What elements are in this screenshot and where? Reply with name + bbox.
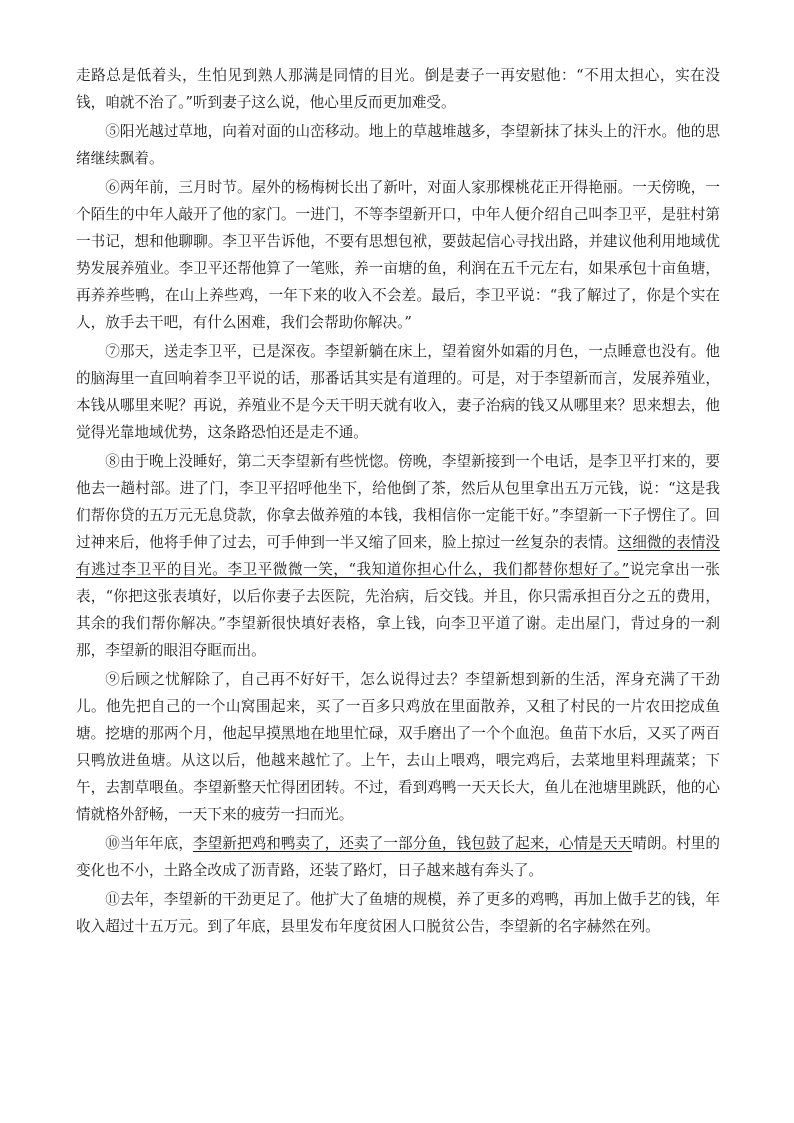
paragraph-5 xyxy=(76,118,720,172)
document-page xyxy=(76,62,720,942)
text-segment: ⑧由于晚上没睡好，第二天李望新有些恍惚。傍晚，李望新接到一个电话，是李卫平打来的，要他去一趟村部。进了门，李卫平招呼他坐下，给他倒了茶，然后从包里拿出五万元钱，说：“这是我们帮你贷的五万元无息贷款，你拿去做养殖的本钱，我相信你一定能干好。”李望新一下子愣住了。回过神来后，他将手伸了过去，可手伸到一半又缩了回来，脸上掠过一丝复杂的表情。 xyxy=(76,453,720,551)
text-segment: 说完拿出一张表，“你把这张表填好，以后你妻子去医院，先治病，后交钱。并且，你只需承担百分之五的费用，其余的我们帮你解决。”李望新很快填好表格，拿上钱，向李卫平道了谢。走出屋门，背过身的一刹那，李望新的眼泪夺眶而出。 xyxy=(76,561,720,659)
text-segment: ⑦那天，送走李卫平，已是深夜。李望新躺在床上，望着窗外如霜的月色，一点睡意也没有。他的脑海里一直回响着李卫平说的话，那番话其实是有道理的。可是，对于李望新而言，发展养殖业，本钱从哪里来呢？再说，养殖业不是今天干明天就有收入，妻子治病的钱又从哪里来？思来想去，他觉得光靠地域优势，这条路恐怕还是走不通。 xyxy=(76,343,720,441)
text-segment: 晴朗。村里的变化也不小，土路全改成了沥青路，还装了路灯，日子越来越有奔头了。 xyxy=(76,835,720,879)
paragraph-8 xyxy=(76,448,720,664)
paragraph-9 xyxy=(76,666,720,828)
paragraph-7 xyxy=(76,338,720,446)
paragraph-6 xyxy=(76,174,720,336)
text-segment: ⑥两年前，三月时节。屋外的杨梅树长出了新叶，对面人家那棵桃花正开得艳丽。一天傍晚，一个陌生的中年人敲开了他的家门。一进门，不等李望新开口，中年人便介绍自己叫李卫平，是驻村第一书记，想和他聊聊。李卫平告诉他，不要有思想包袱，要鼓起信心寻找出路，并建议他利用地域优势发展养殖业。李卫平还帮他算了一笔账，养一亩塘的鱼，利润在五千元左右，如果承包十亩鱼塘，再养养些鸭，在山上养些鸡，一年下来的收入不会差。最后，李卫平说：“我了解过了，你是个实在人，放手去干吧，有什么困难，我们会帮助你解决。” xyxy=(76,179,720,331)
underlined-text-segment: 这细微的表情没有逃过李卫平的目光。李卫平微微一笑，“我知道你担心什么，我们都替你想好了。” xyxy=(76,534,720,578)
text-segment: ⑪去年，李望新的干劲更足了。他扩大了鱼塘的规模，养了更多的鸡鸭，再加上做手艺的钱，年收入超过十五万元。到了年底，县里发布年度贫困人口脱贫公告，李望新的名字赫然在列。 xyxy=(76,891,720,935)
text-segment: ⑨后顾之忧解除了，自己再不好好干，怎么说得过去？李望新想到新的生活，浑身充满了干劲儿。他先把自己的一个山窝围起来，买了一百多只鸡放在里面散养，又租了村民的一片农田挖成鱼塘。挖塘的那两个月，他起早摸黑地在地里忙碌，双手磨出了一个个血泡。鱼苗下水后，又买了两百只鸭放进鱼塘。从这以后，他越来越忙了。上午，去山上喂鸡，喂完鸡后，去菜地里料理蔬菜；下午，去割草喂鱼。李望新整天忙得团团转。不过，看到鸡鸭一天天长大，鱼儿在池塘里跳跃，他的心情就格外舒畅，一天下来的疲劳一扫而光。 xyxy=(76,671,720,823)
underlined-text-segment: 李望新把鸡和鸭卖了，还卖了一部分鱼，钱包鼓了起来，心情是天天 xyxy=(193,835,633,852)
text-segment: ⑤阳光越过草地，向着对面的山峦移动。地上的草越堆越多，李望新抹了抹头上的汗水。他的思绪继续飘着。 xyxy=(76,123,720,167)
paragraph-11 xyxy=(76,886,720,940)
text-segment: ⑩当年年底， xyxy=(105,835,194,852)
paragraph-10 xyxy=(76,830,720,884)
text-segment: 走路总是低着头，生怕见到熟人那满是同情的目光。倒是妻子一再安慰他：“不用太担心，实在没钱，咱就不治了。”听到妻子这么说，他心里反而更加难受。 xyxy=(76,67,720,111)
paragraph-continued xyxy=(76,62,720,116)
